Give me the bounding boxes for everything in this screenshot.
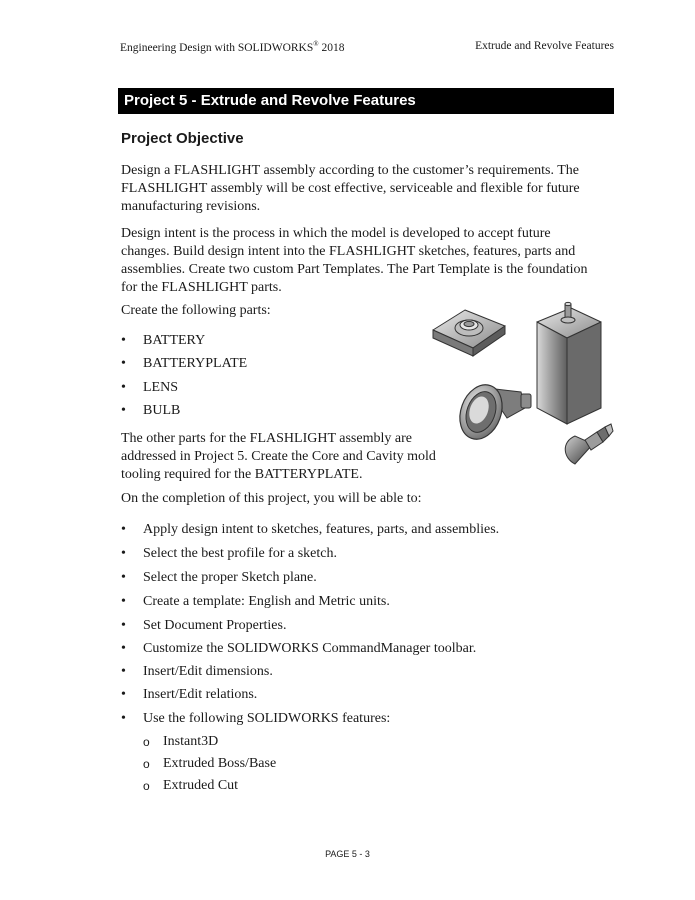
- lens-part: [453, 379, 531, 445]
- paragraph-other-parts: The other parts for the FLASHLIGHT assembly are addressed in Project 5. Create the Core and Cavity mold tooling required for the BATTERYPLATE.: [121, 431, 436, 482]
- bullet-icon: •: [121, 594, 126, 609]
- bullet-icon: •: [121, 333, 126, 348]
- bullet-icon: •: [121, 641, 126, 656]
- bullet-icon: •: [121, 570, 126, 585]
- running-header-right: Extrude and Revolve Features: [475, 40, 614, 52]
- paragraph-design-intent: Design intent is the process in which the model is developed to accept future changes. Build design intent into the FLASHLIGHT sketches, features, parts and assemblies. Create two custom Part Templates. The Part Template is the foundation for the FLASHLIGHT parts.: [121, 226, 588, 295]
- bullet-icon: •: [121, 711, 126, 726]
- project-title-banner: Project 5 - Extrude and Revolve Features: [118, 88, 614, 114]
- paragraph-completion: On the completion of this project, you will be able to:: [121, 491, 422, 506]
- bullet-icon: •: [121, 356, 126, 371]
- bullet-icon: •: [121, 664, 126, 679]
- circle-bullet-icon: o: [143, 735, 150, 749]
- section-heading: Project Objective: [121, 130, 244, 147]
- battery-part: [537, 302, 601, 424]
- bullet-icon: •: [121, 403, 126, 418]
- flashlight-parts-illustration: [425, 292, 625, 482]
- page-number: PAGE 5 - 3: [325, 849, 370, 859]
- bullet-icon: •: [121, 546, 126, 561]
- bullet-icon: •: [121, 522, 126, 537]
- batteryplate-part: [433, 310, 505, 356]
- paragraph-create-parts: Create the following parts:: [121, 303, 271, 318]
- running-header-left: Engineering Design with SOLIDWORKS® 2018: [120, 40, 345, 54]
- paragraph-intro: Design a FLASHLIGHT assembly according to the customer’s requirements. The FLASHLIGHT assembly will be cost effective, serviceable and flexible for future manufacturing revisions.: [121, 163, 580, 214]
- bulb-part: [565, 424, 613, 464]
- circle-bullet-icon: o: [143, 779, 150, 793]
- bullet-icon: •: [121, 687, 126, 702]
- circle-bullet-icon: o: [143, 757, 150, 771]
- bullet-icon: •: [121, 618, 126, 633]
- bullet-icon: •: [121, 380, 126, 395]
